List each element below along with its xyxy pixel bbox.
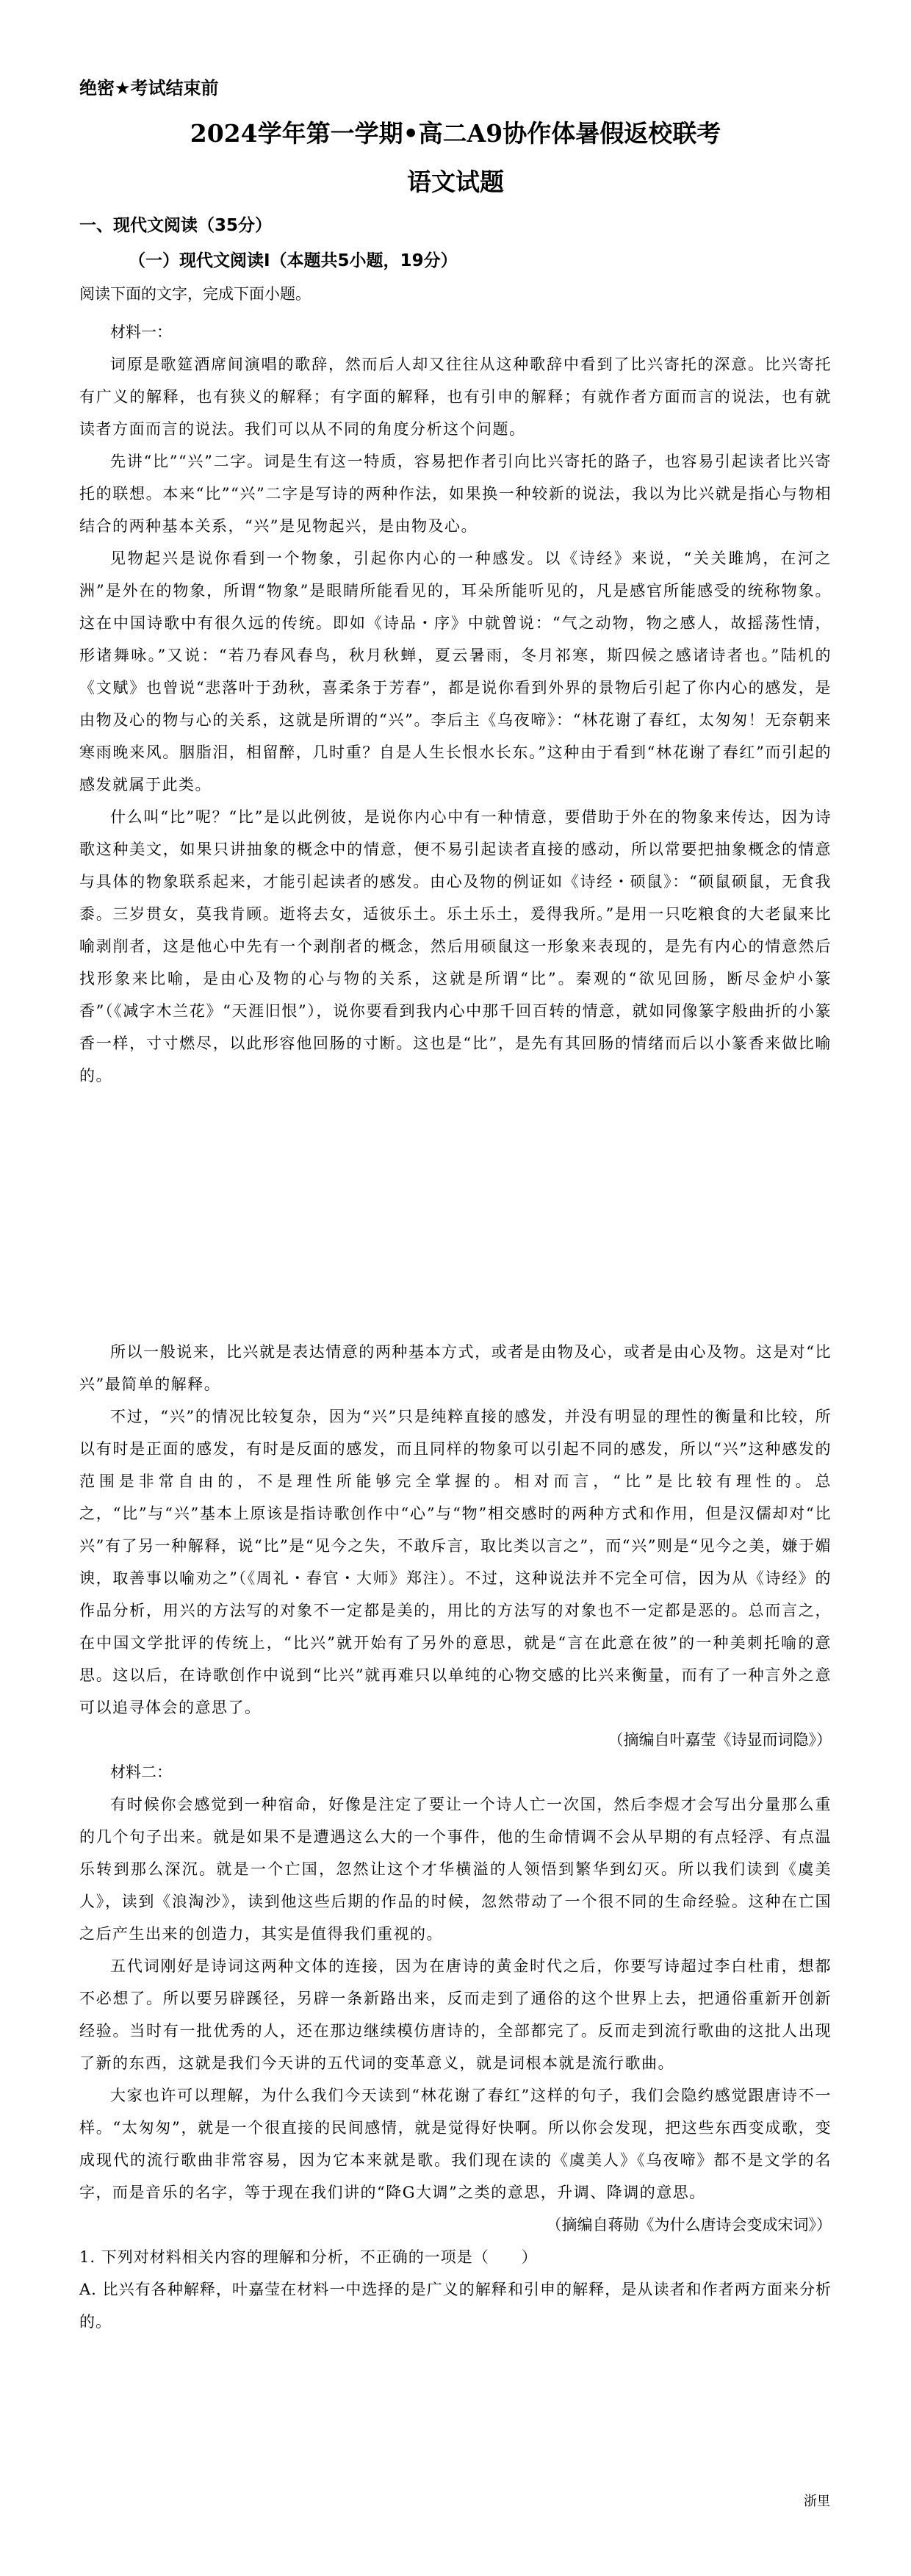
material-one-paragraph: 什么叫“比”呢？“比”是以此例彼，是说你内心中有一种情意，要借助于外在的物象来传达，因为诗歌这种美文，如果只讲抽象的概念中的情意，便不易引起读者直接的感动，所以常要把抽象概念的情意与具体的物象联系起来，才能引起读者的感发。由心及物的例证如《诗经・硕鼠》：“硕鼠硕鼠，无食我黍。三岁贯女，莫我肯顾。逝将去女，适彼乐土。乐土乐土，爰得我所。”是用一只吃粮食的大老鼠来比喻剥削者，这是他心中先有一个剥削者的概念，然后用硕鼠这一形象来表现的，是先有内心的情意然后找形象来比喻，是由心及物的心与物的关系，这就是所谓“比”。秦观的“欲见回肠，断尽金炉小篆香”（《减字木兰花》“天涯旧恨”），说你要看到我内心中那千回百转的情意，就如同像篆字般曲折的小篆香一样，寸寸燃尽，以此形容他回肠的寸断。这也是“比”，是先有其回肠的情绪而后以小篆香来做比喻的。 [79,808,832,1084]
material-two-paragraph: 大家也许可以理解，为什么我们今天读到“林花谢了春红”这样的句子，我们会隐约感觉跟唐诗不一样。“太匆匆”，就是一个很直接的民间感情，就是觉得好快啊。所以你会发现，把这些东西变成歌，变成现代的流行歌曲非常容易，因为它本来就是歌。我们现在读的《虞美人》《乌夜啼》都不是文学的名字，而是音乐的名字，等于现在我们讲的“降G大调”之类的意思，升调、降调的意思。 [79,2087,832,2201]
section-heading: 一、现代文阅读（35分） [79,216,273,235]
exam-title: 2024学年第一学期•高二A9协作体暑假返校联考 [190,119,721,148]
material-one-label: 材料一： [110,323,172,341]
footer-mark: 浙里 [804,2494,830,2509]
reading-instruction: 阅读下面的文字，完成下面小题。 [79,285,311,303]
material-one-upper [79,316,832,1092]
material-one-paragraph: 不过，“兴”的情况比较复杂，因为“兴”只是纯粹直接的感发，并没有明显的理性的衡量和比较，所以有时是正面的感发，有时是反面的感发，而且同样的物象可以引起不同的感发，所以“兴”这种感发的范围是非常自由的，不是理性所能够完全掌握的。相对而言，“比”是比较有理性的。总之，“比”与“兴”基本上原该是指诗歌创作中“心”与“物”相交感时的两种方式和作用，但是汉儒却对“比兴”有了另一种解释，说“比”是“见今之失，不敢斥言，取比类以言之”，而“兴”则是“见今之美，嫌于媚谀，取善事以喻劝之”（《周礼・春官・大师》郑注）。不过，这种说法并不完全可信，因为从《诗经》的作品分析，用兴的方法写的对象不一定都是美的，用比的方法写的对象也不一定都是恶的。总而言之，在中国文学批评的传统上，“比兴”就开始有了另外的意思，就是“言在此意在彼”的一种美刺托喻的意思。这以后，在诗歌创作中说到“比兴”就再难只以单纯的心物交感的比兴来衡量，而有了一种言外之意可以追寻体会的意思了。 [79,1408,832,1716]
material-one-paragraph: 所以一般说来，比兴就是表达情意的两种基本方式，或者是由物及心，或者是由心及物。这是对“比兴”最简单的解释。 [79,1343,832,1393]
question-stem: 1. 下列对材料相关内容的理解和分析，不正确的一项是（ ） [79,2248,538,2266]
question-option-a: A. 比兴有各种解释，叶嘉莹在材料一中选择的是广义的解释和引申的解释，是从读者和作者两方面来分析的。 [79,2281,832,2331]
material-one-source: （摘编自叶嘉莹《诗显而词隐》） [608,1731,832,1749]
material-one-paragraph: 见物起兴是说你看到一个物象，引起你内心的一种感发。以《诗经》来说，“关关雎鸠，在河之洲”是外在的物象，所谓“物象”是眼睛所能看见的，耳朵所能听见的，凡是感官所能感受的统称物象。这在中国诗歌中有很久远的传统。即如《诗品・序》中就曾说：“气之动物，物之感人，故摇荡性情，形诸舞咏。”又说：“若乃春风春鸟，秋月秋蝉，夏云暑雨，冬月祁寒，斯四候之感诸诗者也。”陆机的《文赋》也曾说“悲落叶于劲秋，喜柔条于芳春”，都是说你看到外界的景物后引起了你内心的感发，是由物及心的物与心的关系，这就是所谓的“兴”。李后主《乌夜啼》：“林花谢了春红，太匆匆！无奈朝来寒雨晚来风。胭脂泪，相留醉，几时重？自是人生长恨水长东。”这种由于看到“林花谢了春红”而引起的感发就属于此类。 [79,550,832,794]
subject-title: 语文试题 [407,168,504,196]
material-one-lower [79,1336,832,2338]
material-one-paragraph: 先讲“比”“兴”二字。词是生有这一特质，容易把作者引向比兴寄托的路子，也容易引起读者比兴寄托的联想。本来“比”“兴”二字是写诗的两种作法，如果换一种较新的说法，我以为比兴就是指心与物相结合的两种基本关系，“兴”是见物起兴，是由物及心。 [79,453,832,535]
subsection-heading: （一）现代文阅读Ⅰ（本题共5小题，19分） [129,251,458,270]
material-two-source: （摘编自蒋勋《为什么唐诗会变成宋词》） [546,2216,832,2234]
material-two-label: 材料二： [110,1763,172,1781]
material-two-paragraph: 五代词刚好是诗词这两种文体的连接，因为在唐诗的黄金时代之后，你要写诗超过李白杜甫，想都不必想了。所以要另辟蹊径，另辟一条新路出来，反而走到了通俗的这个世界上去，把通俗重新开创新经验。当时有一批优秀的人，还在那边继续模仿唐诗的，全部都完了。反而走到流行歌曲的这批人出现了新的东西，这就是我们今天讲的五代词的变革意义，就是词根本就是流行歌曲。 [79,1957,832,2072]
material-one-paragraph: 词原是歌筵酒席间演唱的歌辞，然而后人却又往往从这种歌辞中看到了比兴寄托的深意。比兴寄托有广义的解释，也有狭义的解释；有字面的解释，也有引申的解释；有就作者方面而言的说法，也有就读者方面而言的说法。我们可以从不同的角度分析这个问题。 [79,356,832,438]
material-two-paragraph: 有时候你会感觉到一种宿命，好像是注定了要让一个诗人亡一次国，然后李煜才会写出分量那么重的几个句子出来。就是如果不是遭遇这么大的一个事件，他的生命情调不会从早期的有点轻浮、有点温乐转到那么深沉。就是一个亡国，忽然让这个才华横溢的人领悟到繁华到幻灭。所以我们读到《虞美人》，读到《浪淘沙》，读到他这些后期的作品的时候，忽然带动了一个很不同的生命经验。这种在亡国之后产生出来的创造力，其实是值得我们重视的。 [79,1796,832,1943]
confidential-mark: 绝密★考试结束前 [79,78,219,98]
